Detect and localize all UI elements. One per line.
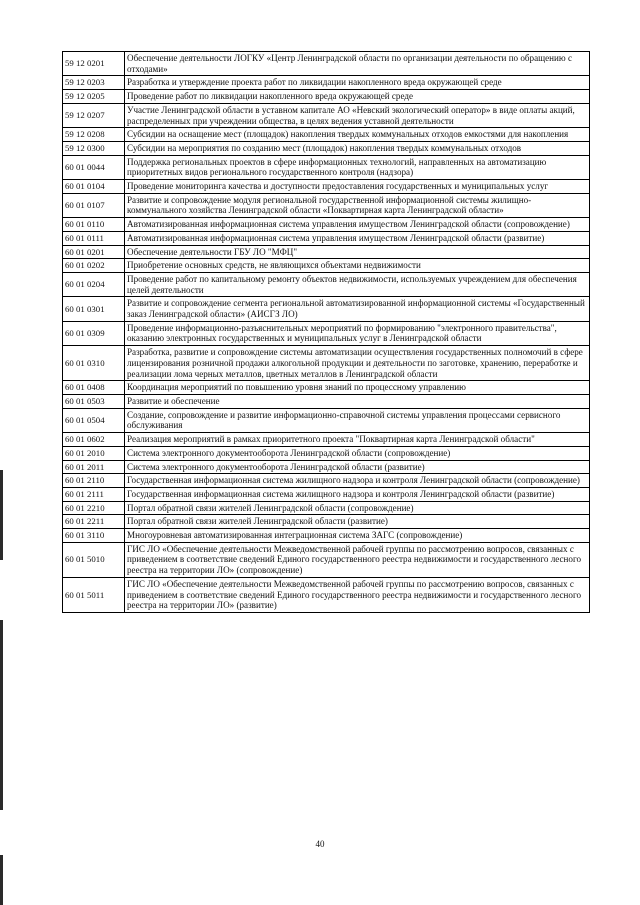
description-cell: Проведение мониторинга качества и доступности предоставления государственных и муниципальных услуг — [125, 180, 590, 194]
budget-code-cell: 60 01 0504 — [63, 408, 125, 432]
description-cell: Субсидии на оснащение мест (площадок) накопления твердых коммунальных отходов емкостями для накопления — [125, 128, 590, 142]
budget-code-cell: 60 01 0602 — [63, 433, 125, 447]
budget-code-cell: 60 01 0309 — [63, 321, 125, 345]
budget-code-cell: 60 01 5011 — [63, 577, 125, 612]
budget-code-cell: 60 01 0310 — [63, 346, 125, 381]
budget-code-cell: 59 12 0205 — [63, 90, 125, 104]
description-cell: Развитие и обеспечение — [125, 394, 590, 408]
table-row — [63, 460, 590, 474]
budget-code-table — [62, 51, 590, 613]
description-cell: Разработка, развитие и сопровождение системы автоматизации осуществления государственных полномочий в сфере лицензирования розничной продажи алкогольной продукции и деятельности по заготовке, хранению, переработке и реализации лома черных металлов, цветных металлов в Ленинградской области — [125, 346, 590, 381]
description-cell: Многоуровневая автоматизированная интеграционная система ЗАГС (сопровождение) — [125, 529, 590, 543]
description-cell: ГИС ЛО «Обеспечение деятельности Межведомственной рабочей группы по рассмотрению вопросов, связанных с приведением в соответствие сведений Единого государственного реестра недвижимости и государственного лесного реестра на территории ЛО» (развитие) — [125, 577, 590, 612]
description-cell: Приобретение основных средств, не являющихся объектами недвижимости — [125, 259, 590, 273]
description-cell: Участие Ленинградской области в уставном капитале АО «Невский экологический оператор» в виде оплаты акций, распределенных при учреждении общества, в целях ведения уставной деятельности — [125, 103, 590, 127]
budget-code-cell: 60 01 2110 — [63, 474, 125, 488]
budget-code-cell: 60 01 2210 — [63, 501, 125, 515]
budget-code-cell: 59 12 0203 — [63, 76, 125, 90]
budget-code-cell: 59 12 0300 — [63, 141, 125, 155]
budget-code-cell: 60 01 2010 — [63, 446, 125, 460]
description-cell: Координация мероприятий по повышению уровня знаний по процессному управлению — [125, 381, 590, 395]
budget-code-cell: 60 01 0111 — [63, 231, 125, 245]
table-row — [63, 321, 590, 345]
budget-code-cell: 60 01 0202 — [63, 259, 125, 273]
budget-code-cell: 60 01 0301 — [63, 297, 125, 321]
table-row — [63, 218, 590, 232]
budget-code-cell: 60 01 0408 — [63, 381, 125, 395]
description-cell: Автоматизированная информационная система управления имуществом Ленинградской области (сопровождение) — [125, 218, 590, 232]
table-row — [63, 193, 590, 217]
description-cell: Развитие и сопровождение модуля региональной государственной информационной системы жилищно-коммунального хозяйства Ленинградской области «Поквартирная карта Ленинградской области» — [125, 193, 590, 217]
table-row — [63, 272, 590, 296]
table-row — [63, 515, 590, 529]
budget-code-cell: 59 12 0201 — [63, 52, 125, 76]
description-cell: Поддержка региональных проектов в сфере информационных технологий, направленных на автоматизацию приоритетных видов регионального государственного контроля (надзора) — [125, 155, 590, 179]
table-row — [63, 76, 590, 90]
description-cell: ГИС ЛО «Обеспечение деятельности Межведомственной рабочей группы по рассмотрению вопросов, связанных с приведением в соответствие сведений Единого государственного реестра недвижимости и государственного лесного реестра на территории ЛО» (сопровождение) — [125, 542, 590, 577]
description-cell: Автоматизированная информационная система управления имуществом Ленинградской области (развитие) — [125, 231, 590, 245]
table-row — [63, 155, 590, 179]
table-row — [63, 128, 590, 142]
description-cell: Государственная информационная система жилищного надзора и контроля Ленинградской области (развитие) — [125, 487, 590, 501]
budget-code-cell: 60 01 5010 — [63, 542, 125, 577]
budget-code-cell: 60 01 0201 — [63, 245, 125, 259]
budget-code-cell: 60 01 0204 — [63, 272, 125, 296]
description-cell: Проведение работ по ликвидации накопленного вреда окружающей среде — [125, 90, 590, 104]
description-cell: Портал обратной связи жителей Ленинградской области (сопровождение) — [125, 501, 590, 515]
table-row — [63, 487, 590, 501]
description-cell: Разработка и утверждение проекта работ по ликвидации накопленного вреда окружающей среде — [125, 76, 590, 90]
description-cell: Государственная информационная система жилищного надзора и контроля Ленинградской области (сопровождение) — [125, 474, 590, 488]
table-row — [63, 90, 590, 104]
budget-code-cell: 60 01 0104 — [63, 180, 125, 194]
budget-code-cell: 60 01 3110 — [63, 529, 125, 543]
table-row — [63, 259, 590, 273]
table-row — [63, 529, 590, 543]
budget-code-cell: 60 01 2211 — [63, 515, 125, 529]
description-cell: Развитие и сопровождение сегмента региональной автоматизированной информационной системы «Государственный заказ Ленинградской области» (АИСГЗ ЛО) — [125, 297, 590, 321]
table-row — [63, 433, 590, 447]
scan-edge-mark — [0, 620, 3, 810]
table-row — [63, 52, 590, 76]
table-body — [63, 52, 590, 613]
budget-code-cell: 59 12 0208 — [63, 128, 125, 142]
description-cell: Обеспечение деятельности ЛОГКУ «Центр Ленинградской области по организации деятельности по обращению с отходами» — [125, 52, 590, 76]
budget-code-cell: 59 12 0207 — [63, 103, 125, 127]
table-row — [63, 346, 590, 381]
budget-code-cell: 60 01 2111 — [63, 487, 125, 501]
table-row — [63, 394, 590, 408]
budget-code-cell: 60 01 0107 — [63, 193, 125, 217]
table-row — [63, 245, 590, 259]
table-row — [63, 231, 590, 245]
budget-code-cell: 60 01 0110 — [63, 218, 125, 232]
table-row — [63, 577, 590, 612]
budget-code-cell: 60 01 2011 — [63, 460, 125, 474]
description-cell: Система электронного документооборота Ленинградской области (сопровождение) — [125, 446, 590, 460]
description-cell: Проведение работ по капитальному ремонту объектов недвижимости, используемых учреждением для обеспечения целей деятельности — [125, 272, 590, 296]
description-cell: Обеспечение деятельности ГБУ ЛО "МФЦ" — [125, 245, 590, 259]
description-cell: Портал обратной связи жителей Ленинградской области (развитие) — [125, 515, 590, 529]
table-row — [63, 103, 590, 127]
description-cell: Субсидии на мероприятия по созданию мест (площадок) накопления твердых коммунальных отходов — [125, 141, 590, 155]
table-row — [63, 297, 590, 321]
budget-code-cell: 60 01 0044 — [63, 155, 125, 179]
table-row — [63, 408, 590, 432]
scan-edge-mark — [0, 470, 3, 560]
description-cell: Система электронного документооборота Ленинградской области (развитие) — [125, 460, 590, 474]
description-cell: Проведение информационно-разъяснительных мероприятий по формированию "электронного правительства", оказанию электронных государственных и муниципальных услуг в Ленинградской области — [125, 321, 590, 345]
table-row — [63, 141, 590, 155]
table-row — [63, 381, 590, 395]
description-cell: Реализация мероприятий в рамках приоритетного проекта "Поквартирная карта Ленинградской области" — [125, 433, 590, 447]
budget-code-cell: 60 01 0503 — [63, 394, 125, 408]
table-row — [63, 542, 590, 577]
table-row — [63, 180, 590, 194]
table-row — [63, 474, 590, 488]
description-cell: Создание, сопровождение и развитие информационно-справочной системы управления процессами сервисного обслуживания — [125, 408, 590, 432]
page-number: 40 — [315, 839, 325, 849]
scan-edge-mark — [0, 855, 3, 905]
table-row — [63, 501, 590, 515]
table-row — [63, 446, 590, 460]
